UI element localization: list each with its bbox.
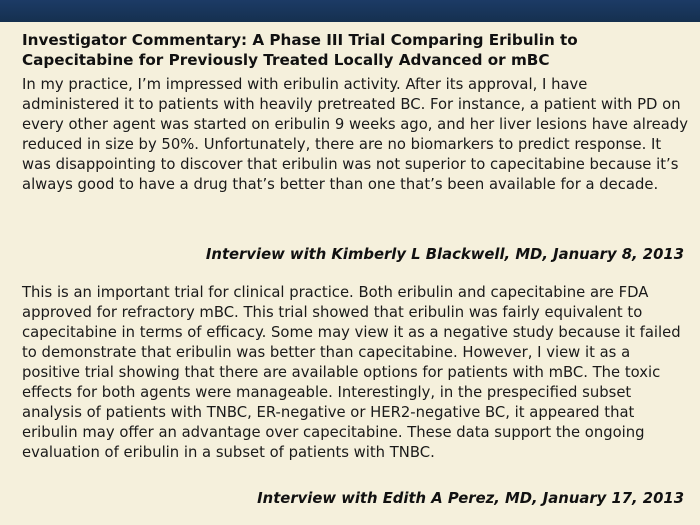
commentary-blackwell: In my practice, I’m impressed with eribulin activity. After its approval, I have administered it to patients with heavily pretreated BC. For instance, a patient with PD on every other agent was started on eribulin 9 weeks ago, and her liver lesions have already reduced in size by 50%. Unfortunately, there are no biomarkers to predict response. It was disappointing to discover that eribulin was not superior to capecitabine because it’s always good to have a drug that’s better than one that’s been available for a decade. (22, 76, 688, 193)
attribution-perez: Interview with Edith A Perez, MD, January 17, 2013 (257, 490, 684, 507)
header-bar (0, 0, 700, 22)
commentary-perez: This is an important trial for clinical practice. Both eribulin and capecitabine are FDA approved for refractory mBC. This trial showed that eribulin was fairly equivalent to capecitabine in terms of efficacy. Some may view it as a negative study because it failed to demonstrate that eribulin was better than capecitabine. However, I view it as a positive trial showing that there are available options for patients with mBC. The toxic effects for both agents were manageable. Interestingly, in the prespecified subset analysis of patients with TNBC, ER-negative or HER2-negative BC, it appeared that eribulin may offer an advantage over capecitabine. These data support the ongoing evaluation of eribulin in a subset of patients with TNBC. (22, 284, 681, 461)
attribution-blackwell: Interview with Kimberly L Blackwell, MD, January 8, 2013 (205, 246, 684, 263)
slide-title: Investigator Commentary: A Phase III Trial Comparing Eribulin to Capecitabine for Previously Treated Locally Advanced or mBC (22, 31, 578, 69)
